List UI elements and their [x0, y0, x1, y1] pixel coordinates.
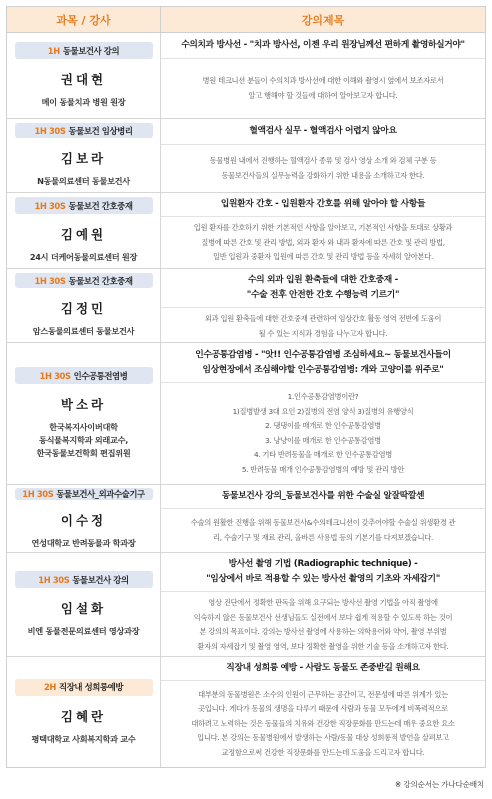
course-subject: 직장내 성희롱예방: [59, 682, 124, 692]
instructor-name: 이수정: [60, 512, 107, 528]
lecture-cell: [161, 269, 485, 342]
instructor-name: 김정민: [60, 301, 107, 316]
affiliation-line: 암스동물의료센터 동물보건사: [32, 326, 135, 336]
lecture-description-line: 외과 입원 환축들에 대한 간호중재 관련하여 임상간호 활동 영역 전반에 도움이: [204, 314, 442, 323]
affiliation-line: 동식물복지학과 외래교수,: [38, 435, 129, 445]
course-duration: 1H 30S: [34, 125, 66, 136]
instructor-affiliation: [37, 175, 130, 188]
instructor-cell: [7, 657, 161, 767]
lecture-title-line: 직장내 성희롱 예방 - 사람도 동물도 존중받길 원해요: [226, 663, 420, 673]
course-duration: 2H: [43, 682, 56, 692]
lecture-description-line: 본 강의의 목표이다. 강의는 방사선 촬영에 사용하는 의학용어와 약어, 촬영 부위별: [199, 627, 447, 636]
course-badge: [15, 571, 153, 588]
course-badge: [15, 367, 153, 384]
order-footnote: ※ 강의순서는 가나다순배치: [394, 780, 484, 789]
lecture-description-line: 질병에 따른 간호 및 관리 방법, 외과 환자 와 내과 환자에 따른 간호 및 관리 방법,: [201, 237, 445, 247]
table-row: [7, 269, 485, 343]
affiliation-line: 메이 동물치과 병원 원장: [41, 97, 126, 107]
table-row: [7, 657, 485, 767]
lecture-title: [161, 553, 485, 592]
lecture-cell: [161, 343, 485, 484]
lecture-cell: [161, 657, 485, 767]
instructor-affiliation: [37, 421, 131, 460]
instructor-affiliation: [42, 96, 126, 109]
lecture-description-line: 교정함으로써 건강한 직장문화를 만드는데 도움을 드리고자 합니다.: [221, 747, 425, 757]
course-subject: 동물보건 간호중재: [68, 200, 133, 211]
table-row: [7, 485, 485, 553]
lecture-description-line: 알고 행해야 할 것들에 대하여 알아보고자 합니다.: [248, 90, 398, 100]
lecture-description-line: 1.인수공통감염병이란?: [287, 392, 359, 401]
course-subject: 인수공통전염병: [73, 370, 128, 381]
lecture-title-line: "수술 전후 안전한 간호 수행능력 기르기": [246, 290, 400, 300]
instructor-affiliation: [30, 251, 137, 264]
course-badge: [15, 488, 153, 500]
lecture-title: [161, 343, 485, 383]
instructor-cell: [7, 269, 161, 342]
lecture-description-line: 될 수 있는 지식과 경험을 나누고자 합니다.: [258, 328, 388, 338]
course-duration: 1H: [47, 45, 60, 56]
table-row: [7, 553, 485, 657]
header-subject-instructor: 과목 / 강사: [7, 7, 161, 32]
instructor-name: 임설화: [60, 601, 107, 616]
instructor-affiliation: [31, 733, 135, 746]
lecture-description-line: 4. 기타 반려동물을 매개로 한 인수공통감염병: [254, 450, 392, 459]
lecture-description-line: 리, 수술기구 및 재료 관리, 올바른 사용법 등의 기본기를 다져보겠습니다.: [213, 532, 433, 542]
lecture-description-line: 대하려고 노력하는 것은 동물들의 치유와 건강한 직장문화를 만드는데 매우 중요한 요소: [191, 718, 455, 728]
instructor-cell: [7, 119, 161, 192]
lecture-description: [161, 383, 485, 484]
lecture-title-line: 방사선 촬영 기법 (Radiographic technique) -: [228, 559, 418, 569]
lecture-description-line: 입니다. 본 강의는 동물병원에서 발생하는 사람/동물 대상 성희롱적 발언을 살펴보고: [197, 733, 449, 743]
lecture-cell: [161, 193, 485, 268]
table-row: [7, 343, 485, 485]
lecture-description-line: 곳입니다. 게다가 동물의 생명을 다루기 때문에 사람과 동물 모두에게 비폭력적으로: [198, 704, 448, 714]
instructor-name: 김보라: [60, 151, 107, 166]
lecture-description: [161, 217, 485, 269]
course-subject: 동물보건사 강의: [72, 574, 129, 585]
course-duration: 1H 30S: [22, 488, 54, 499]
table-row: [7, 119, 485, 193]
course-badge: [15, 123, 153, 138]
instructor-cell: [7, 485, 161, 552]
lecture-description-line: 환자의 자세잡기 및 촬영 영역, 보다 정확한 촬영을 위한 기술 등을 소개하고자 한다.: [197, 641, 449, 651]
instructor-affiliation: [31, 537, 135, 550]
lecture-cell: [161, 553, 485, 656]
course-duration: 1H 30S: [39, 370, 71, 381]
instructor-cell: [7, 553, 161, 656]
affiliation-line: 24시 더케어동물의료센터 원장: [29, 252, 138, 262]
affiliation-line: 평택대학교 사회복지학과 교수: [31, 733, 136, 744]
course-badge: [15, 273, 153, 288]
table-row: [7, 33, 485, 119]
lecture-table: [6, 6, 486, 768]
lecture-title-line: 입원환자 간호 - 입원환자 간호를 위해 알아야 할 사항들: [220, 199, 426, 209]
affiliation-line: 한국복지사이버대학: [49, 422, 118, 432]
lecture-description-line: 병원 테크니션 분들이 수의치과 방사선에 대한 이해와 촬영시 옆에서 보조자로서: [202, 76, 444, 85]
lecture-description-line: 5. 반려동물 매개 인수공통감염병의 예방 및 관리 방안: [241, 464, 405, 474]
lecture-title: [161, 269, 485, 308]
table-header: [7, 7, 485, 33]
lecture-title: [161, 119, 485, 145]
lecture-title: [161, 33, 485, 59]
course-duration: 1H 30S: [38, 574, 70, 585]
lecture-title-line: 수의치과 방사선 - "치과 방사선, 이젠 우리 원장님께선 편하게 촬영하실거야": [181, 40, 465, 50]
affiliation-line: 한국동물보건학회 편집위원: [36, 448, 131, 458]
table-row: [7, 193, 485, 269]
course-duration: 1H 30S: [34, 275, 66, 286]
header-lecture-title: 강의제목: [301, 13, 345, 27]
course-badge: [15, 42, 153, 59]
lecture-description-line: 동물보건사들의 실무능력을 강화하기 위한 내용을 소개하고자 한다.: [221, 170, 425, 180]
instructor-name: 김혜란: [60, 708, 107, 724]
lecture-description-line: 입원 환자를 간호하기 위한 기본적인 사항을 알아보고, 기본적인 사항을 토대로 상황과: [193, 223, 453, 232]
lecture-description-line: 영상 진단에서 정확한 판독을 위해 요구되는 방사선 촬영 기법을 아직 촬영에: [208, 598, 438, 607]
lecture-title-line: 동물보건사 강의_동물보건사를 위한 수술실 알잘딱깔센: [221, 491, 425, 501]
lecture-cell: [161, 119, 485, 192]
lecture-title-line: 수의 외과 입원 환축들에 대한 간호중재 -: [248, 275, 398, 285]
lecture-title: [161, 193, 485, 217]
lecture-cell: [161, 485, 485, 552]
lecture-description: [161, 509, 485, 552]
lecture-description-line: 익숙하지 않은 동물보건사 선생님들도 실전에서 보다 쉽게 적용할 수 있도록 하는 것이: [193, 612, 453, 622]
course-subject: 동물보건 간호중재: [68, 275, 133, 286]
instructor-name: 김예원: [60, 227, 107, 242]
lecture-description-line: 3. 냥냥이를 매개로 한 인수공통감염병: [265, 435, 381, 445]
instructor-cell: [7, 33, 161, 118]
lecture-title: [161, 485, 485, 509]
affiliation-line: 연성대학교 반려동물과 학과장: [31, 537, 136, 548]
lecture-description-line: 대부분의 동물병원은 소수의 인원이 근무하는 공간이고, 전문성에 따른 위계가 있는: [198, 689, 448, 699]
instructor-name: 권대현: [60, 72, 107, 87]
affiliation-line: N동물의료센터 동물보건사: [37, 176, 130, 186]
instructor-cell: [7, 193, 161, 268]
lecture-description-line: 동물병원 내에서 진행하는 혈액검사 종류 및 검사 영상 소개 와 검체 구분 등: [209, 156, 437, 165]
table-body: [7, 33, 485, 767]
lecture-description: [161, 308, 485, 345]
course-subject: 동물보건사 강의: [62, 45, 120, 56]
lecture-description-line: 수술의 원활한 진행을 위해 동물보건사&수의테크니션이 갖추어야할 수술실 위생환경 관: [190, 518, 456, 527]
lecture-description-line: 일반 입원과 중환자 입원에 따른 간호 및 관리 방법 등을 자세히 알아본다.: [213, 252, 433, 261]
instructor-name: 박소라: [60, 397, 107, 412]
lecture-description: [161, 59, 485, 118]
lecture-title: [161, 657, 485, 681]
instructor-affiliation: [28, 625, 140, 638]
course-subject: 동물보건 임상병리: [68, 125, 133, 136]
course-subject: 동물보건사_외과수술기구: [56, 488, 145, 499]
lecture-description-line: 2. 댕댕이를 매개로 한 인수공통감염병: [265, 421, 381, 430]
lecture-title-line: 임상현장에서 조심해야할 인수공통감염병: 개와 고양이를 위주로": [202, 364, 444, 375]
lecture-title-line: 혈액검사 실무 - 혈액검사 어렵지 않아요: [249, 126, 397, 136]
affiliation-line: 비엔 동물전문의료센터 영상과장: [27, 626, 140, 636]
lecture-description-line: 1)질병발생 3대 요인 2)질병의 전염 양식 3)질병의 유행양식: [232, 406, 414, 416]
course-badge: [15, 679, 153, 696]
lecture-title-line: 인수공통감염병 - "앗!! 인수공통감염병 조심하세요~ 동물보건사들이: [195, 349, 451, 360]
instructor-affiliation: [33, 325, 134, 338]
course-duration: 1H 30S: [34, 200, 66, 211]
lecture-description: [161, 681, 485, 767]
lecture-description: [161, 145, 485, 192]
lecture-cell: [161, 33, 485, 118]
lecture-title-line: "임상에서 바로 적용할 수 있는 방사선 촬영의 기초와 자세잡기": [206, 574, 440, 584]
course-badge: [15, 197, 153, 214]
instructor-cell: [7, 343, 161, 484]
lecture-description: [161, 592, 485, 658]
